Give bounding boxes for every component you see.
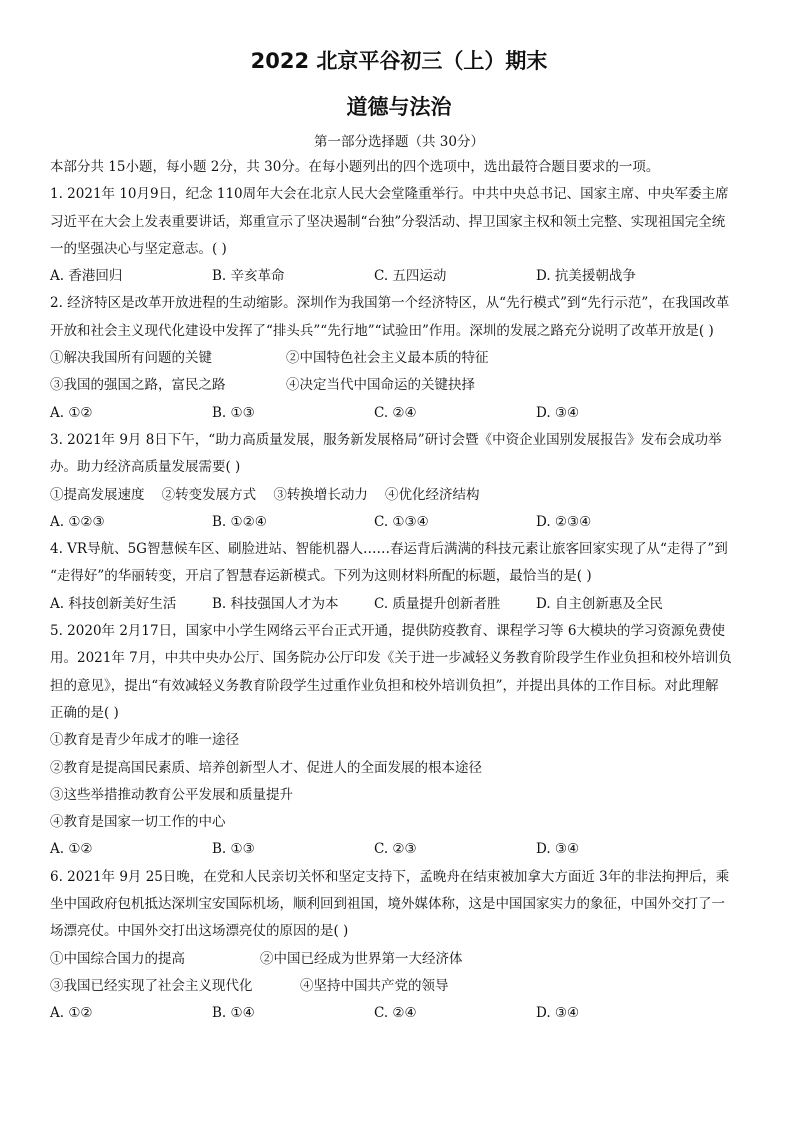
exam-subject: 道德与法治 (346, 95, 452, 119)
option-c[interactable]: C. ②④ (374, 404, 417, 421)
option-b[interactable]: B. ①③ (212, 404, 255, 421)
option-b[interactable]: B. 科技强国人才为本 (212, 595, 339, 612)
question-3-line-2: 办。助力经济高质量发展需要( ) (50, 459, 241, 476)
question-4-options (50, 591, 748, 618)
option-a[interactable]: A. ①②③ (50, 513, 105, 530)
exam-title: 2022 北京平谷初三（上）期末 (250, 49, 548, 73)
statement-1: ①教育是青少年成才的唯一途径 (50, 732, 239, 749)
question-5-options (50, 836, 748, 863)
section-heading: 第一部分选择题（共 30分） (314, 134, 484, 150)
option-c[interactable]: C. ②③ (374, 841, 417, 858)
statement-4: ④决定当代中国命运的关键抉择 (286, 377, 475, 394)
question-3-line-1: 3. 2021年 9月 8日下午，“助力高质量发展，服务新发展格局”研讨会暨《中资企业国别发展报告》发布会成功举 (50, 431, 722, 448)
statement-2: ②中国特色社会主义最本质的特征 (286, 350, 489, 367)
question-1-options (50, 263, 748, 290)
statement-3: ③我国的强国之路，富民之路 (50, 377, 226, 394)
question-6-options (50, 1000, 748, 1027)
question-3 (50, 427, 748, 536)
question-6 (50, 864, 748, 1028)
option-b[interactable]: B. ①③ (212, 841, 255, 858)
option-d[interactable]: D. ③④ (536, 1005, 580, 1022)
option-d[interactable]: D. ③④ (536, 404, 580, 421)
question-3-options (50, 509, 748, 536)
option-a[interactable]: A. 科技创新美好生活 (50, 595, 177, 612)
question-6-statements-row-2 (50, 973, 748, 1000)
question-5-line-1: 5. 2020年 2月17日，国家中小学生网络云平台正式开通，提供防疫教育、课程学习等 6大模块的学习资源免费使 (50, 623, 725, 640)
option-b[interactable]: B. 辛亥革命 (212, 268, 285, 285)
question-5 (50, 618, 748, 864)
option-b[interactable]: B. ①④ (212, 1005, 255, 1022)
option-a[interactable]: A. 香港回归 (50, 268, 123, 285)
option-c[interactable]: C. ①③④ (374, 513, 429, 530)
statement-4: ④教育是国家一切工作的中心 (50, 814, 226, 831)
statement-4: ④坚持中国共产党的领导 (300, 977, 449, 994)
question-5-line-3: 担的意见》，提出“有效减轻义务教育阶段学生过重作业负担和校外培训负担”，并提出具体的工作目标。对此理解 (50, 677, 719, 694)
option-d[interactable]: D. ③④ (536, 841, 580, 858)
question-3-statements: ①提高发展速度 ②转变发展方式 ③转换增长动力 ④优化经济结构 (50, 486, 480, 503)
question-6-line-1: 6. 2021年 9月 25日晚，在党和人民亲切关怀和坚定支持下，孟晚舟在结束被加拿大方面近 3年的非法拘押后，乘 (50, 868, 730, 885)
option-d[interactable]: D. 抗美援朝战争 (536, 268, 636, 285)
question-1-line-2: 习近平在大会上发表重要讲话，郑重宣示了坚决遏制“台独”分裂活动、捍卫国家主权和领土完整、实现祖国完全统 (50, 213, 726, 230)
question-2-statements-row-1 (50, 345, 748, 372)
question-5-line-2: 用。2021年 7月，中共中央办公厅、国务院办公厅印发《关于进一步减轻义务教育阶段学生作业负担和校外培训负 (50, 650, 732, 667)
option-c[interactable]: C. 质量提升创新者胜 (374, 595, 501, 612)
statement-2: ②中国已经成为世界第一大经济体 (260, 950, 463, 967)
statement-1: ①解决我国所有问题的关键 (50, 350, 212, 367)
option-a[interactable]: A. ①② (50, 1005, 93, 1022)
question-6-line-3: 场漂亮仗。中国外交打出这场漂亮仗的原因的是( ) (50, 923, 349, 940)
question-1-line-3: 一的坚强决心与坚定意志。( ) (50, 240, 227, 257)
question-4-line-2: “走得好”的华丽转变，开启了智慧春运新模式。下列为这则材料所配的标题，最恰当的是( ) (50, 568, 592, 585)
statement-3: ③我国已经实现了社会主义现代化 (50, 977, 253, 994)
question-2-line-2: 开放和社会主义现代化建设中发挥了“排头兵”“先行地”“试验田”作用。深圳的发展之路充分说明了改革开放是( ) (50, 322, 714, 339)
question-2-line-1: 2. 经济特区是改革开放进程的生动缩影。深圳作为我国第一个经济特区，从“先行模式”到“先行示范”，在我国改革 (50, 295, 730, 312)
question-2-options (50, 400, 748, 427)
statement-3: ③这些举措推动教育公平发展和质量提升 (50, 786, 293, 803)
question-2 (50, 290, 748, 426)
option-b[interactable]: B. ①②④ (212, 513, 267, 530)
option-c[interactable]: C. 五四运动 (374, 268, 447, 285)
instructions: 本部分共 15小题，每小题 2分，共 30分。在每小题列出的四个选项中，选出最符合题目要求的一项。 (50, 159, 660, 175)
question-6-statements-row-1 (50, 946, 748, 973)
question-6-line-2: 坐中国政府包机抵达深圳宝安国际机场，顺利回到祖国，境外媒体称，这是中国国家实力的象征，中国外交打了一 (50, 896, 725, 913)
question-1 (50, 181, 748, 290)
question-4 (50, 536, 748, 618)
question-1-line-1: 1. 2021年 10月9日，纪念 110周年大会在北京人民大会堂隆重举行。中共中央总书记、国家主席、中央军委主席 (50, 186, 729, 203)
statement-2: ②教育是提高国民素质、培养创新型人才、促进人的全面发展的根本途径 (50, 759, 482, 776)
question-5-line-4: 正确的是( ) (50, 704, 119, 721)
question-4-line-1: 4. VR导航、5G智慧候车区、刷脸进站、智能机器人……春运背后满满的科技元素让旅客回家实现了从“走得了”到 (50, 541, 728, 558)
question-2-statements-row-2 (50, 372, 748, 399)
option-c[interactable]: C. ②④ (374, 1005, 417, 1022)
option-d[interactable]: D. 自主创新惠及全民 (536, 595, 663, 612)
option-a[interactable]: A. ①② (50, 404, 93, 421)
option-a[interactable]: A. ①② (50, 841, 93, 858)
option-d[interactable]: D. ②③④ (536, 513, 592, 530)
statement-1: ①中国综合国力的提高 (50, 950, 185, 967)
